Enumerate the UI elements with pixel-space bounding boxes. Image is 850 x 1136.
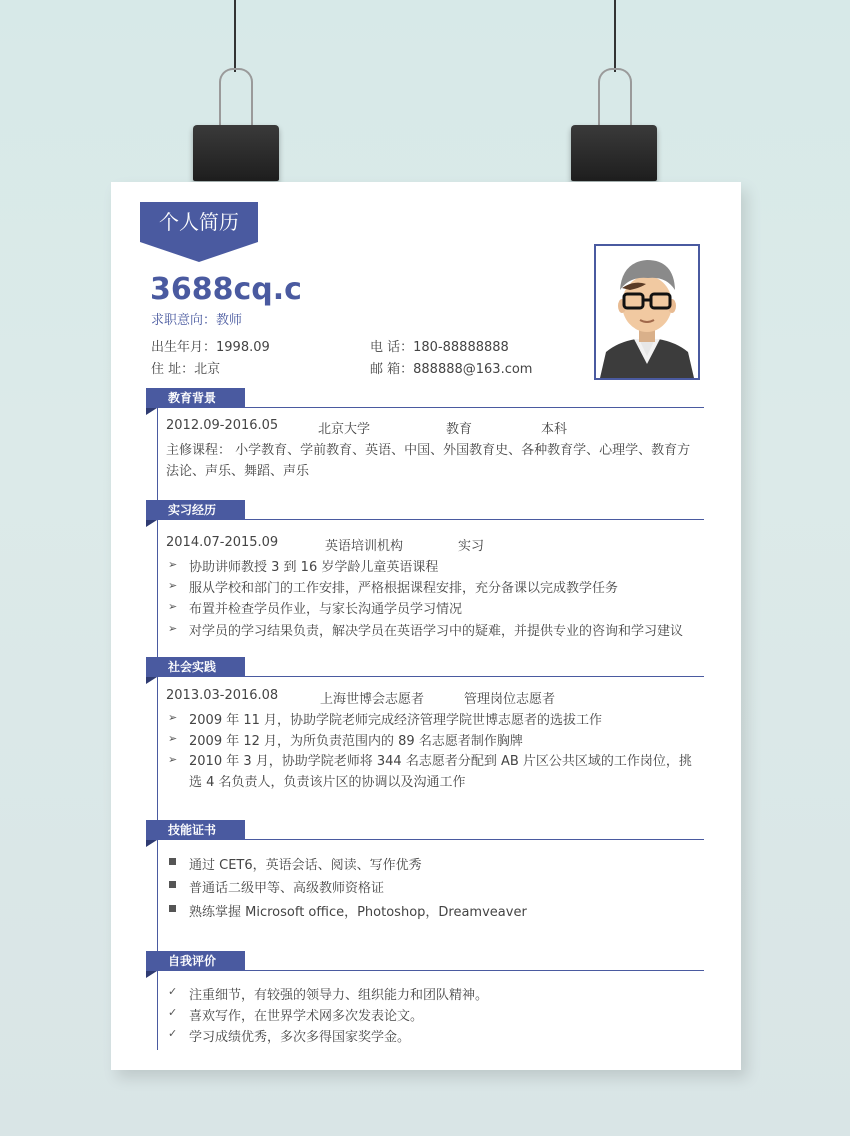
section-fold xyxy=(146,840,157,847)
education-degree: 本科 xyxy=(541,422,568,437)
job-intent: 求职意向：教师 xyxy=(151,313,243,328)
section-internship-title: 实习经历 xyxy=(146,500,245,520)
education-period: 2012.09-2016.05 xyxy=(166,418,279,433)
candidate-name: 3688cq.c xyxy=(150,272,302,307)
section-skills-title: 技能证书 xyxy=(146,820,245,840)
address: 住 址：北京 xyxy=(151,362,221,377)
section-fold xyxy=(146,971,157,978)
internship-org: 英语培训机构 xyxy=(325,539,404,554)
social-role: 管理岗位志愿者 xyxy=(464,692,556,707)
square-icon xyxy=(169,858,176,865)
section-rule xyxy=(245,407,704,408)
binder-clip-right xyxy=(571,125,657,181)
self-item: 注重细节，有较强的领导力、组织能力和团队精神。 xyxy=(189,988,489,1003)
chevron-right-icon: ➢ xyxy=(168,711,178,724)
binder-clip-handle-right xyxy=(598,68,632,128)
social-item: 2009 年 11 月，协助学院老师完成经济管理学院世博志愿者的选拔工作 xyxy=(189,713,603,728)
profile-photo xyxy=(594,244,700,380)
section-fold xyxy=(146,520,157,527)
phone: 电 话：180-88888888 xyxy=(370,340,509,355)
chevron-right-icon: ➢ xyxy=(168,753,178,766)
education-courses: 主修课程： 小学教育、学前教育、英语、中国、外国教育史、各种教育学、心理学、教育方法论、声乐、舞蹈、声乐 xyxy=(166,443,691,479)
chevron-right-icon: ➢ xyxy=(168,558,178,571)
skill-item: 普通话二级甲等、高级教师资格证 xyxy=(189,881,385,896)
section-fold xyxy=(146,677,157,684)
self-item: 喜欢写作，在世界学术网多次发表论文。 xyxy=(189,1009,424,1024)
internship-item: 布置并检查学员作业，与家长沟通学员学习情况 xyxy=(189,602,463,617)
title-tag-arrow xyxy=(140,242,258,262)
hanging-wire-right xyxy=(614,0,616,72)
binder-clip-handle-left xyxy=(219,68,253,128)
social-org: 上海世博会志愿者 xyxy=(320,692,425,707)
section-education-title: 教育背景 xyxy=(146,388,245,408)
chevron-right-icon: ➢ xyxy=(168,579,178,592)
avatar-illustration xyxy=(596,246,698,378)
section-rule xyxy=(245,519,704,520)
education-major: 教育 xyxy=(446,422,473,437)
internship-period: 2014.07-2015.09 xyxy=(166,535,279,550)
section-self-title: 自我评价 xyxy=(146,951,245,971)
internship-item: 服从学校和部门的工作安排，严格根据课程安排，充分备课以完成教学任务 xyxy=(189,581,619,596)
check-icon: ✓ xyxy=(168,1027,178,1040)
resume-title-tag: 个人简历 xyxy=(140,202,258,242)
check-icon: ✓ xyxy=(168,1006,178,1019)
square-icon xyxy=(169,905,176,912)
email: 邮 箱：888888@163.com xyxy=(370,362,533,377)
social-item: 2010 年 3 月，协助学院老师将 344 名志愿者分配到 AB 片区公共区域的工作岗位，挑选 4 名负责人，负责该片区的协调以及沟通工作 xyxy=(189,754,692,790)
birth-date: 出生年月：1998.09 xyxy=(151,340,270,355)
section-social-title: 社会实践 xyxy=(146,657,245,677)
chevron-right-icon: ➢ xyxy=(168,600,178,613)
chevron-right-icon: ➢ xyxy=(168,622,178,635)
skill-item: 通过 CET6，英语会话、阅读、写作优秀 xyxy=(189,858,422,873)
social-item: 2009 年 12 月，为所负责范围内的 89 名志愿者制作胸牌 xyxy=(189,734,523,749)
square-icon xyxy=(169,881,176,888)
section-rule xyxy=(245,839,704,840)
internship-role: 实习 xyxy=(458,539,485,554)
education-school: 北京大学 xyxy=(318,422,371,437)
binder-clip-left xyxy=(193,125,279,181)
internship-item: 对学员的学习结果负责，解决学员在英语学习中的疑难，并提供专业的咨询和学习建议 xyxy=(189,624,684,639)
self-item: 学习成绩优秀，多次多得国家奖学金。 xyxy=(189,1030,411,1045)
check-icon: ✓ xyxy=(168,985,178,998)
skill-item: 熟练掌握 Microsoft office，Photoshop，Dreamveaver xyxy=(189,905,527,920)
section-fold xyxy=(146,408,157,415)
hanging-wire-left xyxy=(234,0,236,72)
section-rule xyxy=(245,970,704,971)
section-rule xyxy=(245,676,704,677)
internship-item: 协助讲师教授 3 到 16 岁学龄儿童英语课程 xyxy=(189,560,439,575)
chevron-right-icon: ➢ xyxy=(168,732,178,745)
social-period: 2013.03-2016.08 xyxy=(166,688,279,703)
